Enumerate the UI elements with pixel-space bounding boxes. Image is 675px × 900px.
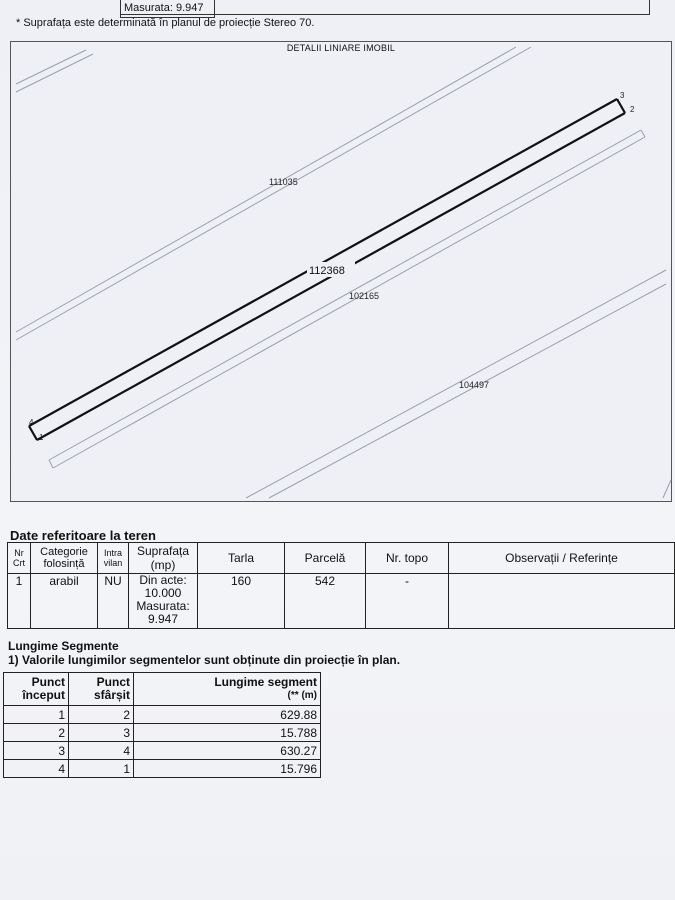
neighbor-label-middle: 102165 bbox=[349, 291, 380, 301]
parcel-drawing bbox=[11, 42, 673, 503]
teren-section-title: Date referitoare la teren bbox=[10, 528, 156, 543]
segments-title: Lungime Segmente bbox=[8, 639, 119, 653]
col-punct-inceput: Punct început bbox=[4, 673, 69, 706]
map-title: DETALII LINIARE IMOBIL bbox=[286, 43, 396, 53]
segment-from: 3 bbox=[4, 742, 69, 760]
table-row bbox=[4, 706, 321, 724]
cell-intravilan: NU bbox=[98, 574, 129, 629]
segment-from: 2 bbox=[4, 724, 69, 742]
lungime-header-label: Lungime segment bbox=[214, 675, 317, 689]
segment-to: 3 bbox=[69, 724, 134, 742]
col-parcela: Parcelă bbox=[285, 543, 366, 574]
table-row bbox=[4, 760, 321, 778]
col-punct-sfarsit: Punct sfârșit bbox=[69, 673, 134, 706]
segment-length: 630.27 bbox=[134, 742, 321, 760]
col-tarla: Tarla bbox=[198, 543, 285, 574]
col-suprafata: Suprafața (mp) bbox=[129, 543, 198, 574]
segments-subtitle: 1) Valorile lungimilor segmentelor sunt obținute din proiecție în plan. bbox=[8, 653, 401, 667]
segments-header-row bbox=[4, 673, 321, 706]
segment-to: 4 bbox=[69, 742, 134, 760]
neighbor-label-south: 104497 bbox=[459, 380, 490, 390]
suprafata-masurata-value: 9.947 bbox=[147, 612, 179, 626]
cell-parcela: 542 bbox=[285, 574, 366, 629]
col-topo: Nr. topo bbox=[366, 543, 449, 574]
neighbor-label-north: 111035 bbox=[269, 177, 298, 187]
segment-length: 15.796 bbox=[134, 760, 321, 778]
vertex-label-1: 1 bbox=[39, 433, 44, 442]
segment-length: 15.788 bbox=[134, 724, 321, 742]
projection-note: * Suprafața este determinată în planul de proiecție Stereo 70. bbox=[16, 17, 315, 29]
linear-details-map bbox=[10, 41, 672, 502]
teren-header-row bbox=[8, 543, 675, 574]
vertex-label-2: 2 bbox=[630, 105, 635, 114]
vertex-label-3: 3 bbox=[620, 91, 625, 100]
col-intravilan: Intra vilan bbox=[98, 543, 129, 574]
cell-topo: - bbox=[366, 574, 449, 629]
col-lungime bbox=[134, 673, 321, 706]
segment-to: 2 bbox=[69, 706, 134, 724]
vertex-label-4: 4 bbox=[29, 418, 34, 427]
table-row bbox=[4, 724, 321, 742]
table-row bbox=[4, 742, 321, 760]
cell-suprafata bbox=[129, 574, 198, 629]
cell-observatii bbox=[449, 574, 675, 629]
segment-from: 1 bbox=[4, 706, 69, 724]
col-categorie: Categorie folosință bbox=[31, 543, 98, 574]
col-observatii: Observații / Referințe bbox=[449, 543, 675, 574]
cell-nr: 1 bbox=[8, 574, 31, 629]
lungime-header-unit: (** (m) bbox=[287, 690, 317, 701]
segment-from: 4 bbox=[4, 760, 69, 778]
cell-tarla: 160 bbox=[198, 574, 285, 629]
cell-categorie: arabil bbox=[31, 574, 98, 629]
suprafata-acte-value: 10.000 bbox=[144, 586, 182, 600]
teren-data-row bbox=[8, 574, 675, 629]
suprafata-masurata-label: Masurata: bbox=[136, 599, 190, 613]
teren-table bbox=[7, 542, 675, 629]
segments-table bbox=[3, 672, 321, 778]
col-nr: Nr Crt bbox=[8, 543, 31, 574]
masurata-cell: Masurata: 9.947 bbox=[120, 0, 215, 18]
suprafata-acte-label: Din acte: bbox=[139, 573, 187, 587]
main-parcel-label: 112368 bbox=[309, 265, 345, 277]
segment-to: 1 bbox=[69, 760, 134, 778]
segment-length: 629.88 bbox=[134, 706, 321, 724]
